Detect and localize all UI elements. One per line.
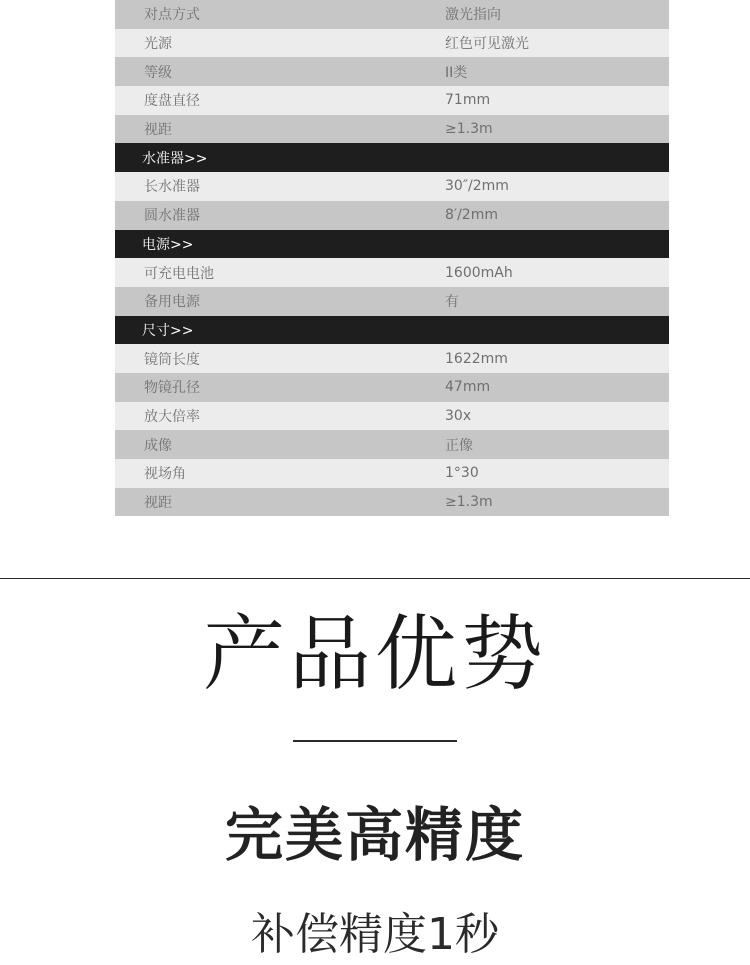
spec-label: 镜筒长度 — [144, 351, 200, 368]
spec-row — [115, 459, 669, 488]
feature-caption: 补偿精度1秒 — [251, 909, 499, 960]
spec-value: ≥1.3m — [445, 494, 493, 511]
spec-value: II类 — [445, 64, 468, 81]
spec-row — [115, 344, 669, 373]
spec-row — [115, 488, 669, 517]
spec-label: 度盘直径 — [144, 93, 200, 110]
spec-row — [115, 201, 669, 230]
spec-value: 红色可见激光 — [445, 36, 529, 53]
spec-row — [115, 287, 669, 316]
section-divider — [0, 578, 750, 579]
spec-value: 30x — [445, 407, 472, 424]
spec-value: 8′/2mm — [445, 207, 498, 224]
spec-label: 等级 — [144, 64, 172, 81]
spec-label: 视场角 — [144, 466, 186, 483]
spec-label: 可充电电池 — [144, 265, 214, 282]
spec-row — [115, 86, 669, 115]
spec-value: 30″/2mm — [445, 178, 509, 195]
spec-label: 视距 — [144, 122, 172, 139]
spec-table — [115, 0, 669, 516]
spec-label: 物镜孔径 — [144, 380, 200, 397]
heading-underline — [293, 740, 457, 742]
spec-value: 47mm — [445, 379, 491, 396]
spec-row — [115, 402, 669, 431]
spec-value: 71mm — [445, 92, 491, 109]
spec-label: 长水准器 — [144, 179, 200, 196]
spec-row — [115, 258, 669, 287]
advantages-heading: 产品优势 — [202, 607, 547, 702]
spec-value: 有 — [445, 294, 459, 311]
spec-label: 放大倍率 — [144, 408, 200, 425]
spec-value: 1622mm — [445, 350, 508, 367]
spec-row — [115, 0, 669, 29]
spec-section-header: 水准器>> — [115, 143, 669, 172]
spec-row — [115, 57, 669, 86]
spec-value: ≥1.3m — [445, 121, 493, 138]
spec-row — [115, 373, 669, 402]
spec-value: 激光指向 — [445, 7, 501, 24]
spec-value: 正像 — [445, 437, 473, 454]
spec-label: 对点方式 — [144, 7, 200, 24]
spec-label: 备用电源 — [144, 294, 200, 311]
feature-title: 完美高精度 — [224, 801, 525, 869]
spec-value: 1°30 — [445, 465, 479, 482]
spec-label: 视距 — [144, 495, 172, 512]
spec-section-header: 电源>> — [115, 230, 669, 259]
spec-section-header: 尺寸>> — [115, 316, 669, 345]
spec-label: 光源 — [144, 36, 172, 53]
spec-label: 成像 — [144, 437, 172, 454]
spec-row — [115, 172, 669, 201]
spec-row — [115, 115, 669, 144]
spec-row — [115, 29, 669, 58]
spec-value: 1600mAh — [445, 264, 513, 281]
spec-row — [115, 430, 669, 459]
spec-label: 圆水准器 — [144, 208, 200, 225]
